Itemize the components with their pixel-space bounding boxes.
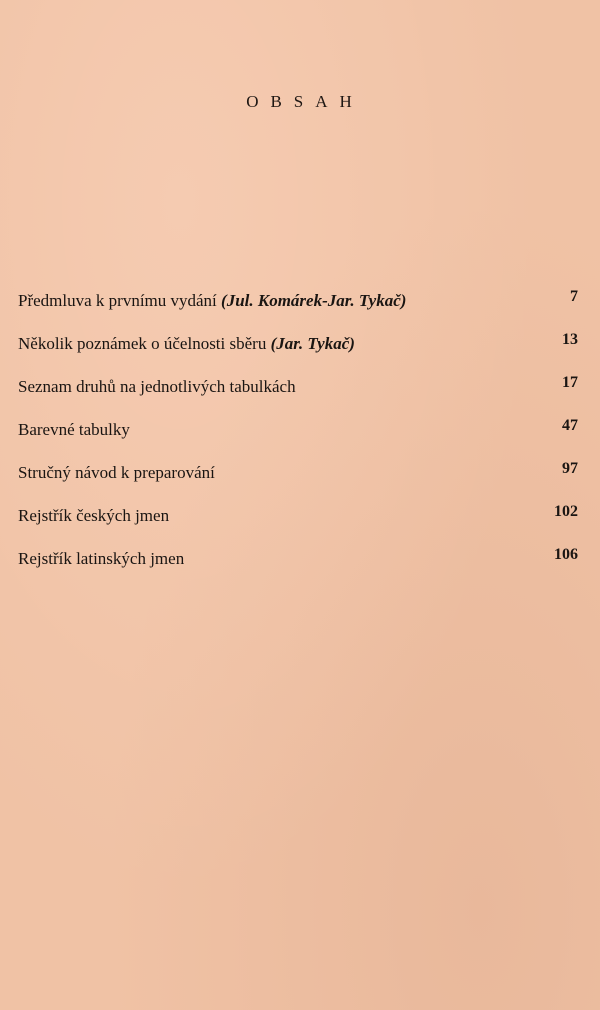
toc-entry-title (18, 290, 406, 312)
toc-entry-title: Rejstřík latinských jmen (18, 549, 185, 568)
toc-entry-title-text: Předmluva k prvnímu vydání (18, 291, 222, 310)
toc-entry (18, 290, 578, 333)
toc-entry-page: 47 (562, 417, 578, 434)
toc-entry (18, 548, 578, 591)
toc-entry-page: 17 (562, 374, 578, 391)
toc-entry-title-text: Několik poznámek o účelnosti sběru (18, 334, 271, 353)
toc-entry (18, 419, 578, 462)
toc-entry-title: Rejstřík českých jmen (18, 506, 170, 525)
toc-entry (18, 462, 578, 505)
toc-entry (18, 376, 578, 419)
toc-entry-page: 97 (562, 460, 578, 477)
toc-entry-page: 102 (554, 503, 578, 520)
toc-entry-title (18, 333, 355, 355)
page-title: OBSAH (246, 92, 364, 111)
toc-entry-author: (Jar. Tykač) (270, 334, 355, 353)
toc-entry (18, 505, 578, 548)
toc-entry-author: (Jul. Komárek-Jar. Tykač) (221, 291, 407, 310)
toc-entry-title: Seznam druhů na jednotlivých tabulkách (18, 377, 296, 396)
toc-entry (18, 333, 578, 376)
table-of-contents (18, 290, 578, 591)
toc-entry-title: Stručný návod k preparování (18, 463, 215, 482)
toc-entry-page: 106 (554, 546, 578, 563)
toc-entry-page: 7 (570, 288, 578, 305)
toc-entry-page: 13 (562, 331, 578, 348)
toc-entry-title: Barevné tabulky (18, 420, 130, 439)
